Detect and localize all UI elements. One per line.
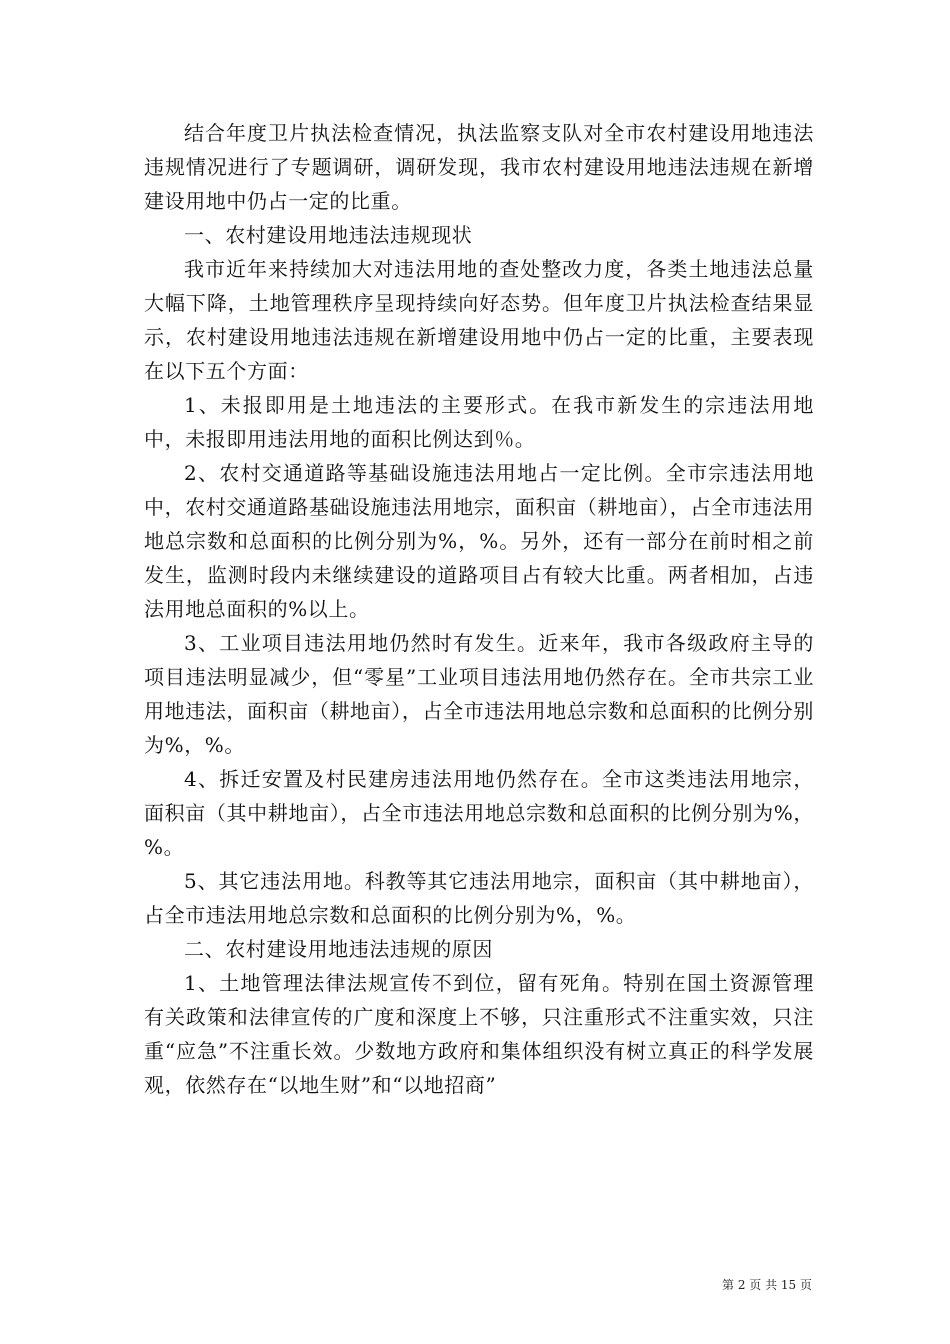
paragraph-item-3: 3、工业项目违法用地仍然时有发生。近来年，我市各级政府主导的项目违法明显减少，但“零星”工业项目违法用地仍然存在。全市共宗工业用地违法，面积亩（耕地亩），占全市违法用地总宗数和总面积的比例分别为%，%。 [144, 631, 814, 757]
section-heading-1: 一、农村建设用地违法违规现状 [184, 223, 473, 247]
paragraph-item-4: 4、拆迁安置及村民建房违法用地仍然存在。全市这类违法用地宗，面积亩（其中耕地亩），占全市违法用地总宗数和总面积的比例分别为%，%。 [144, 767, 814, 859]
paragraph-item-1: 1、未报即用是土地违法的主要形式。在我市新发生的宗违法用地中，未报即用违法用地的面积比例达到％。 [144, 393, 814, 451]
paragraph-item-5: 5、其它违法用地。科教等其它违法用地宗，面积亩（其中耕地亩），占全市违法用地总宗数和总面积的比例分别为%，%。 [144, 869, 814, 927]
section-heading-2: 二、农村建设用地违法违规的原因 [184, 937, 493, 961]
paragraph-status-overview: 我市近年来持续加大对违法用地的查处整改力度，各类土地违法总量大幅下降，土地管理秩序呈现持续向好态势。但年度卫片执法检查结果显示，农村建设用地违法违规在新增建设用地中仍占一定的比重，主要表现在以下五个方面： [144, 257, 814, 383]
paragraph-intro: 结合年度卫片执法检查情况，执法监察支队对全市农村建设用地违法违规情况进行了专题调研，调研发现，我市农村建设用地违法违规在新增建设用地中仍占一定的比重。 [144, 121, 814, 213]
paragraph-cause-1: 1、土地管理法律法规宣传不到位，留有死角。特别在国土资源管理有关政策和法律宣传的广度和深度上不够，只注重形式不注重实效，只注重“应急”不注重长效。少数地方政府和集体组织没有树立真正的科学发展观，依然存在“以地生财”和“以地招商” [144, 971, 814, 1097]
page-number: 第 2 页 共 15 页 [722, 1278, 812, 1292]
paragraph-item-2: 2、农村交通道路等基础设施违法用地占一定比例。全市宗违法用地中，农村交通道路基础设施违法用地宗，面积亩（耕地亩），占全市违法用地总宗数和总面积的比例分别为%，%。另外，还有一部分在前时相之前发生，监测时段内未继续建设的道路项目占有较大比重。两者相加，占违法用地总面积的%以上。 [144, 461, 814, 621]
document-body [144, 116, 814, 1102]
